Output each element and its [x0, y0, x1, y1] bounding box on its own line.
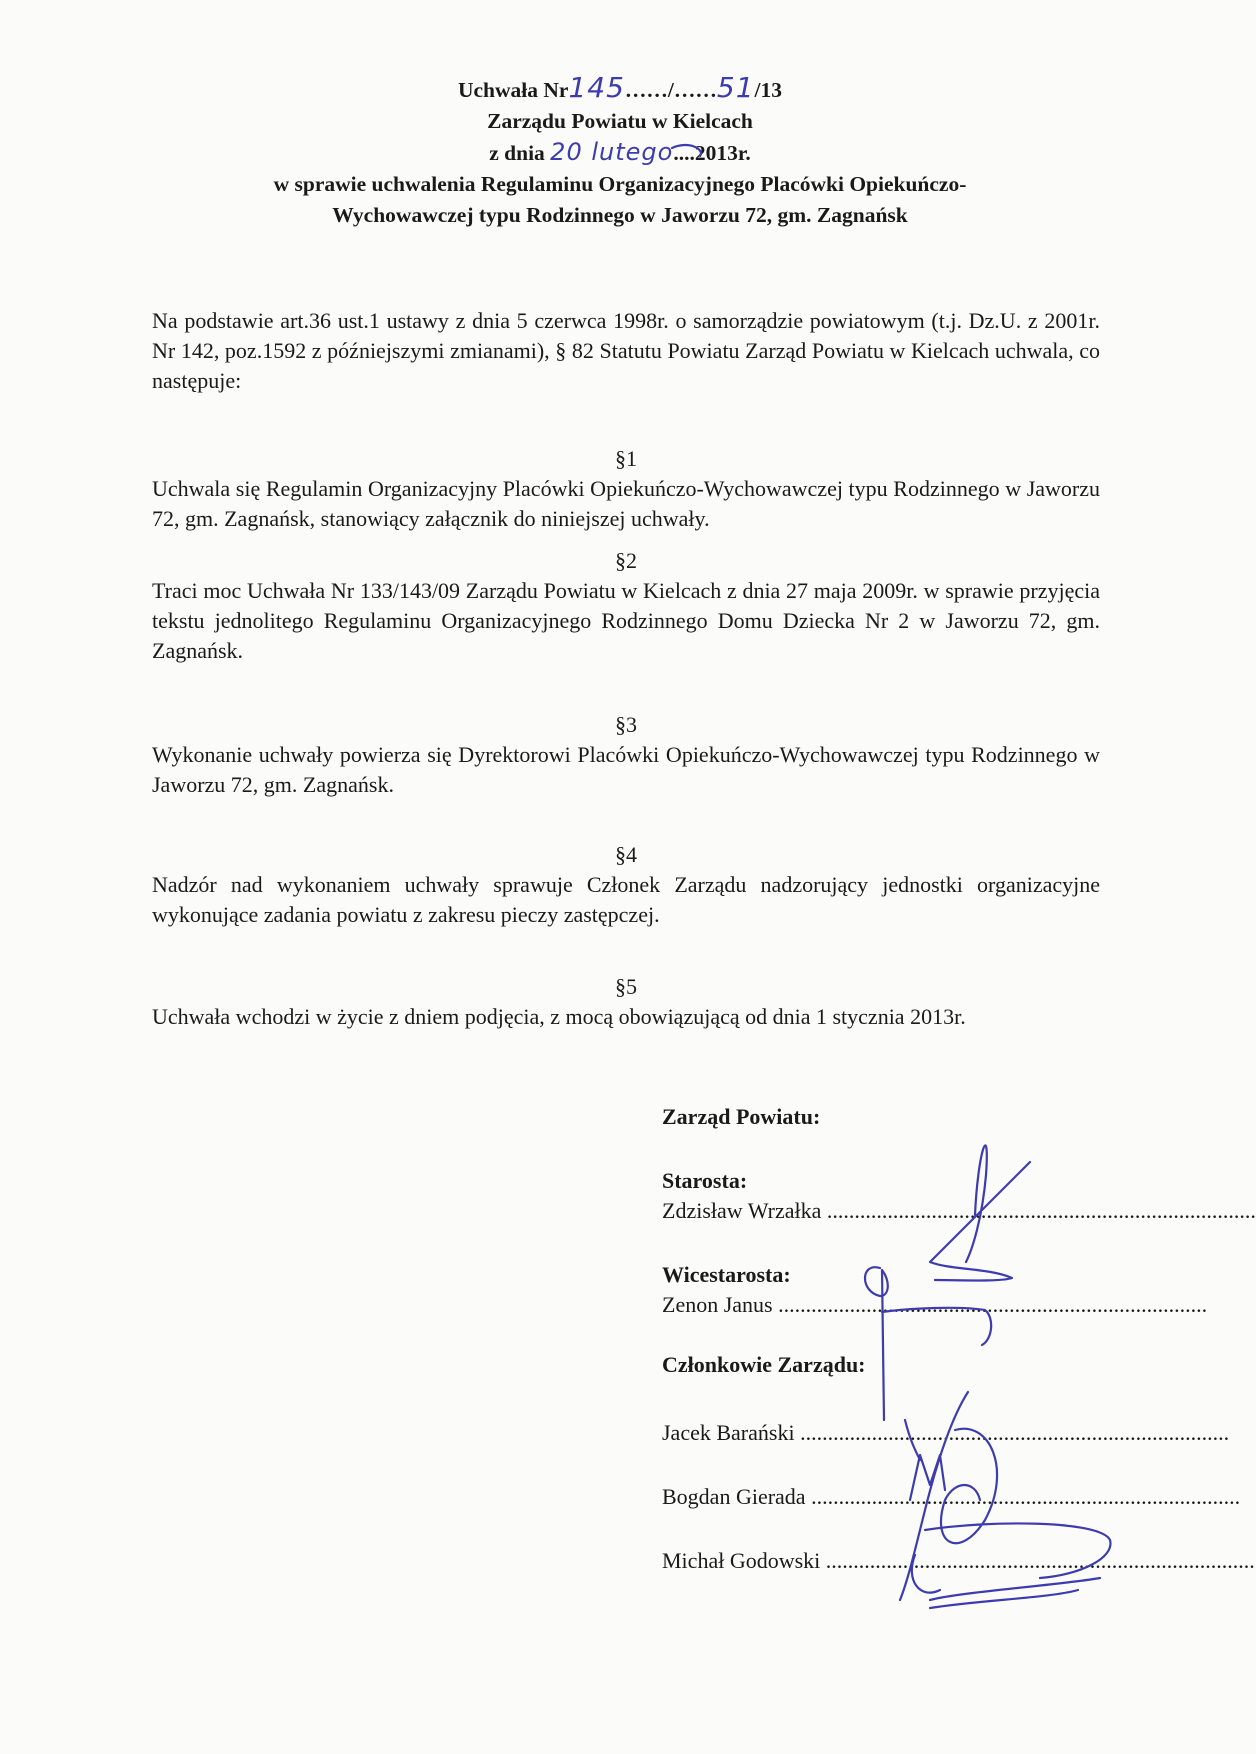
board-label: Zarząd Powiatu: — [662, 1104, 821, 1129]
member-signature-line — [662, 1418, 1230, 1448]
date-suffix: ....2013r. — [673, 141, 751, 165]
handwritten-date: 20 lutego — [550, 138, 674, 166]
section-3 — [152, 710, 1100, 800]
signature-dots: .............................................................................. — [826, 1198, 1256, 1223]
section-2 — [152, 546, 1100, 666]
section-text: Uchwała wchodzi w życie z dniem podjęcia, z mocą obowiązującą od dnia 1 stycznia 2013r. — [152, 1004, 966, 1029]
wicestarosta-label: Wicestarosta: — [662, 1262, 791, 1287]
number-dots-1: …… — [624, 78, 668, 102]
starosta-name: Zdzisław Wrzałka — [662, 1198, 822, 1223]
member-signature-line — [662, 1482, 1241, 1512]
starosta-signature-line — [662, 1196, 1256, 1226]
date-prefix: z dnia — [489, 141, 545, 165]
signature-dots: .............................................................................. — [825, 1548, 1255, 1573]
section-text: Wykonanie uchwały powierza się Dyrektorowi Placówki Opiekuńczo-Wychowawczej typu Rodzinnego w Jaworzu 72, gm. Zagnańsk. — [152, 742, 1100, 797]
member-name: Jacek Barański — [662, 1420, 795, 1445]
section-4 — [152, 840, 1100, 930]
signature-dots: .............................................................................. — [800, 1420, 1230, 1445]
member-name: Bogdan Gierada — [662, 1484, 806, 1509]
section-text: Nadzór nad wykonaniem uchwały sprawuje Członek Zarządu nadzorujący jednostki organizacyjne wykonujące zadania powiatu z zakresu pieczy zastępczej. — [152, 872, 1100, 927]
handwritten-number: 145 — [568, 71, 625, 104]
number-dots-2: /…… — [667, 78, 717, 102]
section-5 — [152, 972, 1100, 1032]
wicestarosta-signature-line — [662, 1290, 1208, 1320]
member-name: Michał Godowski — [662, 1548, 821, 1573]
section-1 — [152, 444, 1100, 534]
signature-dots: .............................................................................. — [778, 1292, 1208, 1317]
signature-block — [662, 1102, 1256, 1576]
resolution-number-prefix: Uchwała Nr — [457, 78, 569, 102]
board-name-line: Zarządu Powiatu w Kielcach — [487, 109, 753, 133]
section-heading: §2 — [615, 548, 637, 573]
section-text: Uchwala się Regulamin Organizacyjny Placówki Opiekuńczo-Wychowawczej typu Rodzinnego w Jaworzu 72, gm. Zagnańsk, stanowiący załącznik do niniejszej uchwały. — [152, 476, 1100, 531]
section-heading: §3 — [615, 712, 637, 737]
preamble-text: Na podstawie art.36 ust.1 ustawy z dnia 5 czerwca 1998r. o samorządzie powiatowym (t.j. Dz.U. z 2001r. Nr 142, poz.1592 z późniejszymi zmianami), § 82 Statutu Powiatu Zarząd Powiatu w Kielcach uchwala, co następuje: — [152, 308, 1100, 393]
handwritten-number-2: 51 — [716, 71, 755, 104]
wicestarosta-name: Zenon Janus — [662, 1292, 773, 1317]
resolution-year-suffix: /13 — [754, 78, 783, 102]
section-heading: §4 — [615, 842, 637, 867]
member-signature-line — [662, 1546, 1255, 1576]
resolution-number-line — [0, 72, 1240, 106]
signature-dots: .............................................................................. — [811, 1484, 1241, 1509]
section-heading: §5 — [615, 974, 637, 999]
date-line — [0, 137, 1240, 169]
starosta-label: Starosta: — [662, 1168, 748, 1193]
subject-line-2: Wychowawczej typu Rodzinnego w Jaworzu 72, gm. Zagnańsk — [332, 203, 908, 227]
preamble-block — [152, 306, 1100, 396]
members-label: Członkowie Zarządu: — [662, 1352, 866, 1377]
section-heading: §1 — [615, 446, 637, 471]
subject-line-1: w sprawie uchwalenia Regulaminu Organizacyjnego Placówki Opiekuńczo- — [273, 172, 967, 196]
resolution-header — [0, 72, 1240, 231]
section-text: Traci moc Uchwała Nr 133/143/09 Zarządu Powiatu w Kielcach z dnia 27 maja 2009r. w sprawie przyjęcia tekstu jednolitego Regulaminu Organizacyjnego Rodzinnego Domu Dziecka Nr 2 w Jaworzu 72, gm. Zagnańsk. — [152, 578, 1100, 663]
